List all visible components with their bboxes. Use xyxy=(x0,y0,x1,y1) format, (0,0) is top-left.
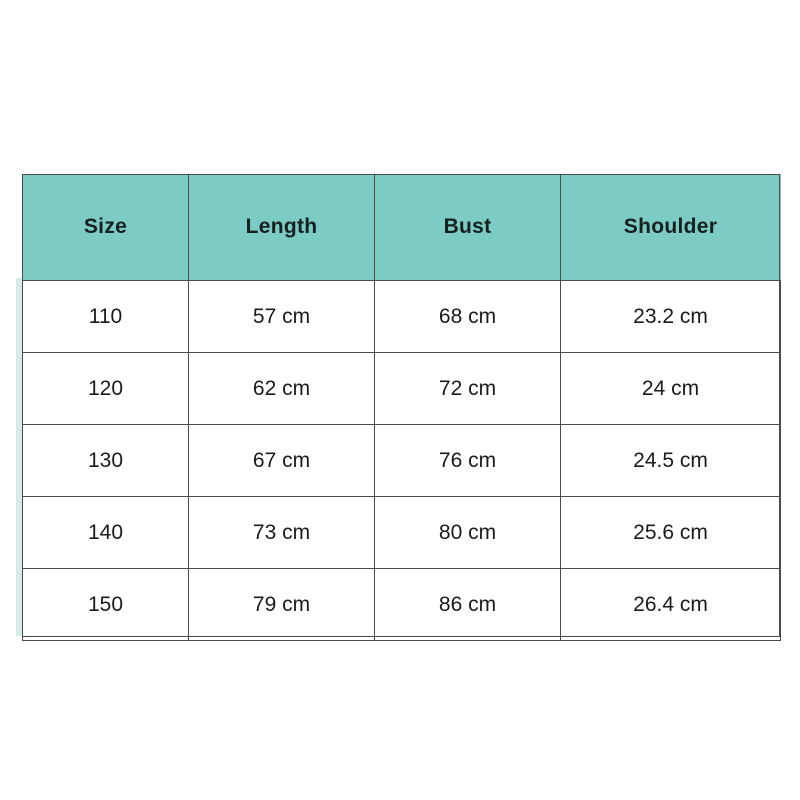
table-row xyxy=(23,497,781,569)
cell-shoulder: 26.4 cm xyxy=(561,569,781,641)
cell-size: 150 xyxy=(23,569,189,641)
cell-size: 110 xyxy=(23,281,189,353)
table-vertical-rule-right xyxy=(779,174,780,636)
table-vertical-rule-left xyxy=(22,174,23,636)
cell-bust: 76 cm xyxy=(375,425,561,497)
cell-shoulder: 25.6 cm xyxy=(561,497,781,569)
column-header-length: Length xyxy=(189,174,375,281)
cell-length: 79 cm xyxy=(189,569,375,641)
cell-length: 62 cm xyxy=(189,353,375,425)
table-row xyxy=(23,353,781,425)
cell-size: 130 xyxy=(23,425,189,497)
cell-shoulder: 24 cm xyxy=(561,353,781,425)
cell-bust: 68 cm xyxy=(375,281,561,353)
column-header-bust: Bust xyxy=(375,174,561,281)
cell-size: 140 xyxy=(23,497,189,569)
cell-bust: 72 cm xyxy=(375,353,561,425)
cell-shoulder: 23.2 cm xyxy=(561,281,781,353)
cell-size: 120 xyxy=(23,353,189,425)
table-top-border xyxy=(22,174,780,175)
table-row xyxy=(23,425,781,497)
table-header-row xyxy=(23,174,781,281)
cell-bust: 86 cm xyxy=(375,569,561,641)
table-body xyxy=(23,281,781,641)
cell-length: 73 cm xyxy=(189,497,375,569)
cell-shoulder: 24.5 cm xyxy=(561,425,781,497)
table-row xyxy=(23,569,781,641)
table-vertical-rule-3 xyxy=(560,174,561,636)
cell-bust: 80 cm xyxy=(375,497,561,569)
table-vertical-rule-1 xyxy=(188,174,189,636)
column-header-shoulder: Shoulder xyxy=(561,174,781,281)
table-bottom-border xyxy=(22,636,780,637)
table-header xyxy=(23,174,781,281)
size-chart-table xyxy=(22,174,781,641)
table-row xyxy=(23,281,781,353)
column-header-size: Size xyxy=(23,174,189,281)
cell-length: 57 cm xyxy=(189,281,375,353)
table-vertical-rule-2 xyxy=(374,174,375,636)
cell-length: 67 cm xyxy=(189,425,375,497)
